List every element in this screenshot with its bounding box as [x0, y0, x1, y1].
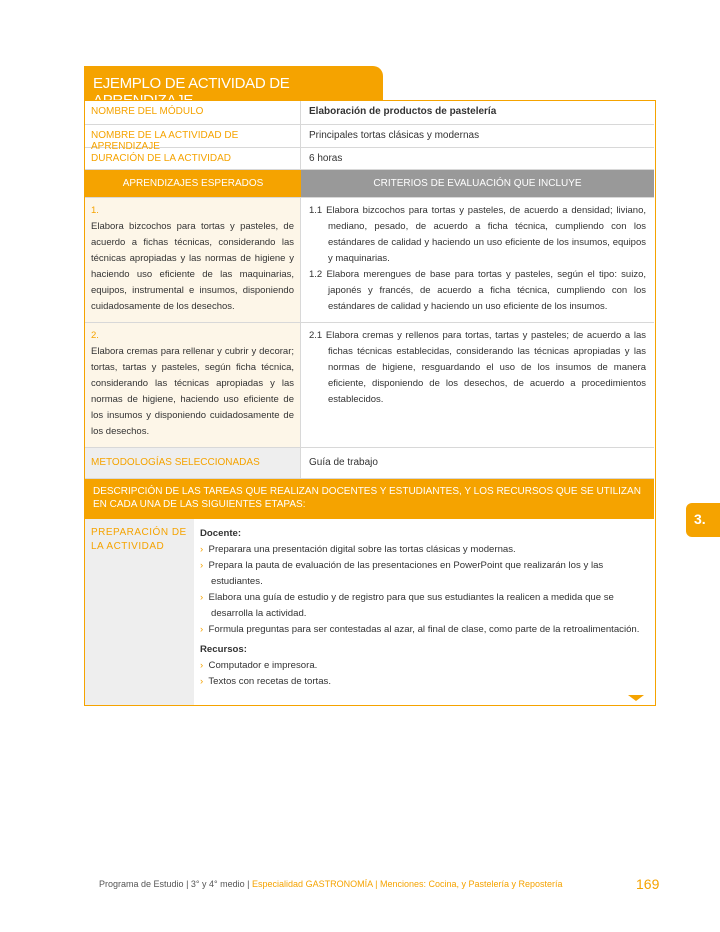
chevron-right-icon: › [200, 544, 204, 555]
duration-row [85, 148, 654, 170]
footer-program: Programa de Estudio [99, 879, 184, 889]
criteria-1 [301, 198, 654, 322]
methodology-value: Guía de trabajo [309, 457, 378, 468]
activity-label: NOMBRE DE LA ACTIVIDAD DE APRENDIZAJE [85, 125, 301, 147]
learning-text: Elabora cremas para rellenar y cubrir y decorar; tortas, tartas y pasteles, según ficha técnica, considerando las técnicas apropiadas y las normas de higiene, haciendo uso eficiente de los insumos y disponiendo cuidadosamente de los desechos. [91, 346, 294, 437]
footer-specialty: Especialidad GASTRONOMÍA [252, 879, 373, 889]
footer [99, 879, 563, 889]
continue-arrow-icon [628, 695, 644, 701]
criterion-number: 1.1 [309, 205, 323, 216]
activity-table [84, 100, 656, 706]
learning-number: 2. [91, 330, 99, 341]
item-text: Preparara una presentación digital sobre las tortas clásicas y modernas. [208, 544, 516, 555]
item-text: Formula preguntas para ser contestadas al azar, al final de clase, como parte de la retroalimentación. [208, 624, 640, 635]
footer-mentions: Menciones: Cocina, y Pastelería y Repostería [379, 879, 563, 889]
chevron-right-icon: › [200, 560, 204, 571]
methodology-row [85, 448, 654, 479]
criterion [309, 328, 646, 408]
item-text: Computador e impresora. [208, 660, 318, 671]
table-header-row [85, 170, 654, 198]
module-label: NOMBRE DEL MÓDULO [85, 101, 301, 124]
module-value: Elaboración de productos de pastelería [309, 106, 497, 117]
criteria-2 [301, 323, 654, 447]
list-item [200, 590, 644, 622]
preparation-content [194, 519, 654, 705]
learning-2 [85, 323, 301, 447]
description-header: DESCRIPCIÓN DE LAS TAREAS QUE REALIZAN DOCENTES Y ESTUDIANTES, Y LOS RECURSOS QUE SE UTILIZAN EN CADA UNA DE LAS SIGUIENTES ETAPAS: [85, 479, 654, 519]
separator: | [247, 879, 250, 889]
preparation-label: PREPARACIÓN DE LA ACTIVIDAD [85, 519, 194, 705]
module-row [85, 101, 654, 125]
learning-1 [85, 198, 301, 322]
resources-title: Recursos: [200, 644, 247, 655]
chevron-right-icon: › [200, 660, 204, 671]
item-text: Textos con recetas de tortas. [208, 676, 332, 687]
chapter-side-tab: 3. [686, 503, 720, 537]
duration-label: DURACIÓN DE LA ACTIVIDAD [85, 148, 301, 169]
preparation-section [85, 519, 654, 705]
item-text: Elabora una guía de estudio y de registro para que sus estudiantes la realicen a medida que se desarrolla la actividad. [208, 592, 614, 619]
duration-value: 6 horas [309, 153, 343, 164]
criterion-number: 2.1 [309, 330, 323, 341]
page-number: 169 [636, 876, 660, 892]
list-item [200, 658, 644, 674]
criterion-text: Elabora bizcochos para tortas y pasteles, de acuerdo a densidad; liviano, mediano, pesado, de acuerdo a ficha técnica, cumpliendo con los estándares de calidad y haciendo un uso eficiente de los insumos, equipos y maquinarias. [326, 205, 647, 264]
chevron-right-icon: › [200, 592, 204, 603]
list-item [200, 674, 644, 690]
learning-row-1 [85, 198, 654, 323]
list-item [200, 558, 644, 590]
chevron-right-icon: › [200, 676, 204, 687]
section-title-tab: EJEMPLO DE ACTIVIDAD DE APRENDIZAJE [84, 66, 383, 101]
learning-row-2 [85, 323, 654, 448]
criterion-text: Elabora merengues de base para tortas y pasteles, según el tipo: suizo, japonés y francés, de acuerdo a ficha técnica, cumpliendo con los estándares de calidad y haciendo un uso eficiente de los insumos. [326, 269, 646, 312]
footer-grade: 3° y 4° medio [190, 879, 245, 889]
criterion-number: 1.2 [309, 269, 323, 280]
list-item [200, 622, 644, 638]
separator: | [375, 879, 378, 889]
activity-value: Principales tortas clásicas y modernas [309, 130, 480, 141]
learning-text: Elabora bizcochos para tortas y pasteles, de acuerdo a fichas técnicas, considerando las técnicas apropiadas y las normas de higiene y haciendo uso eficiente de las maquinarias, equipos, instrumental e insumos, disponiendo cuidadosamente de los desechos. [91, 221, 294, 312]
chevron-right-icon: › [200, 624, 204, 635]
criterion-text: Elabora cremas y rellenos para tortas, tartas y pasteles; de acuerdo a las fichas técnicas establecidas, considerando las técnicas apropiadas y las normas de higiene, resguardando el uso de los insumos de manera eficiente, disponiendo de los desechos, de acuerdo a procedimientos establecidos. [325, 330, 647, 405]
teacher-title: Docente: [200, 528, 242, 539]
criterion [309, 267, 646, 315]
methodology-label: METODOLOGÍAS SELECCIONADAS [85, 448, 301, 478]
learning-number: 1. [91, 205, 99, 216]
item-text: Prepara la pauta de evaluación de las presentaciones en PowerPoint que realizarán los y las estudiantes. [208, 560, 604, 587]
header-learnings: APRENDIZAJES ESPERADOS [85, 170, 301, 197]
activity-row [85, 125, 654, 152]
header-criteria: CRITERIOS DE EVALUACIÓN QUE INCLUYE [301, 170, 654, 197]
list-item [200, 542, 644, 558]
separator: | [186, 879, 189, 889]
criterion [309, 203, 646, 267]
